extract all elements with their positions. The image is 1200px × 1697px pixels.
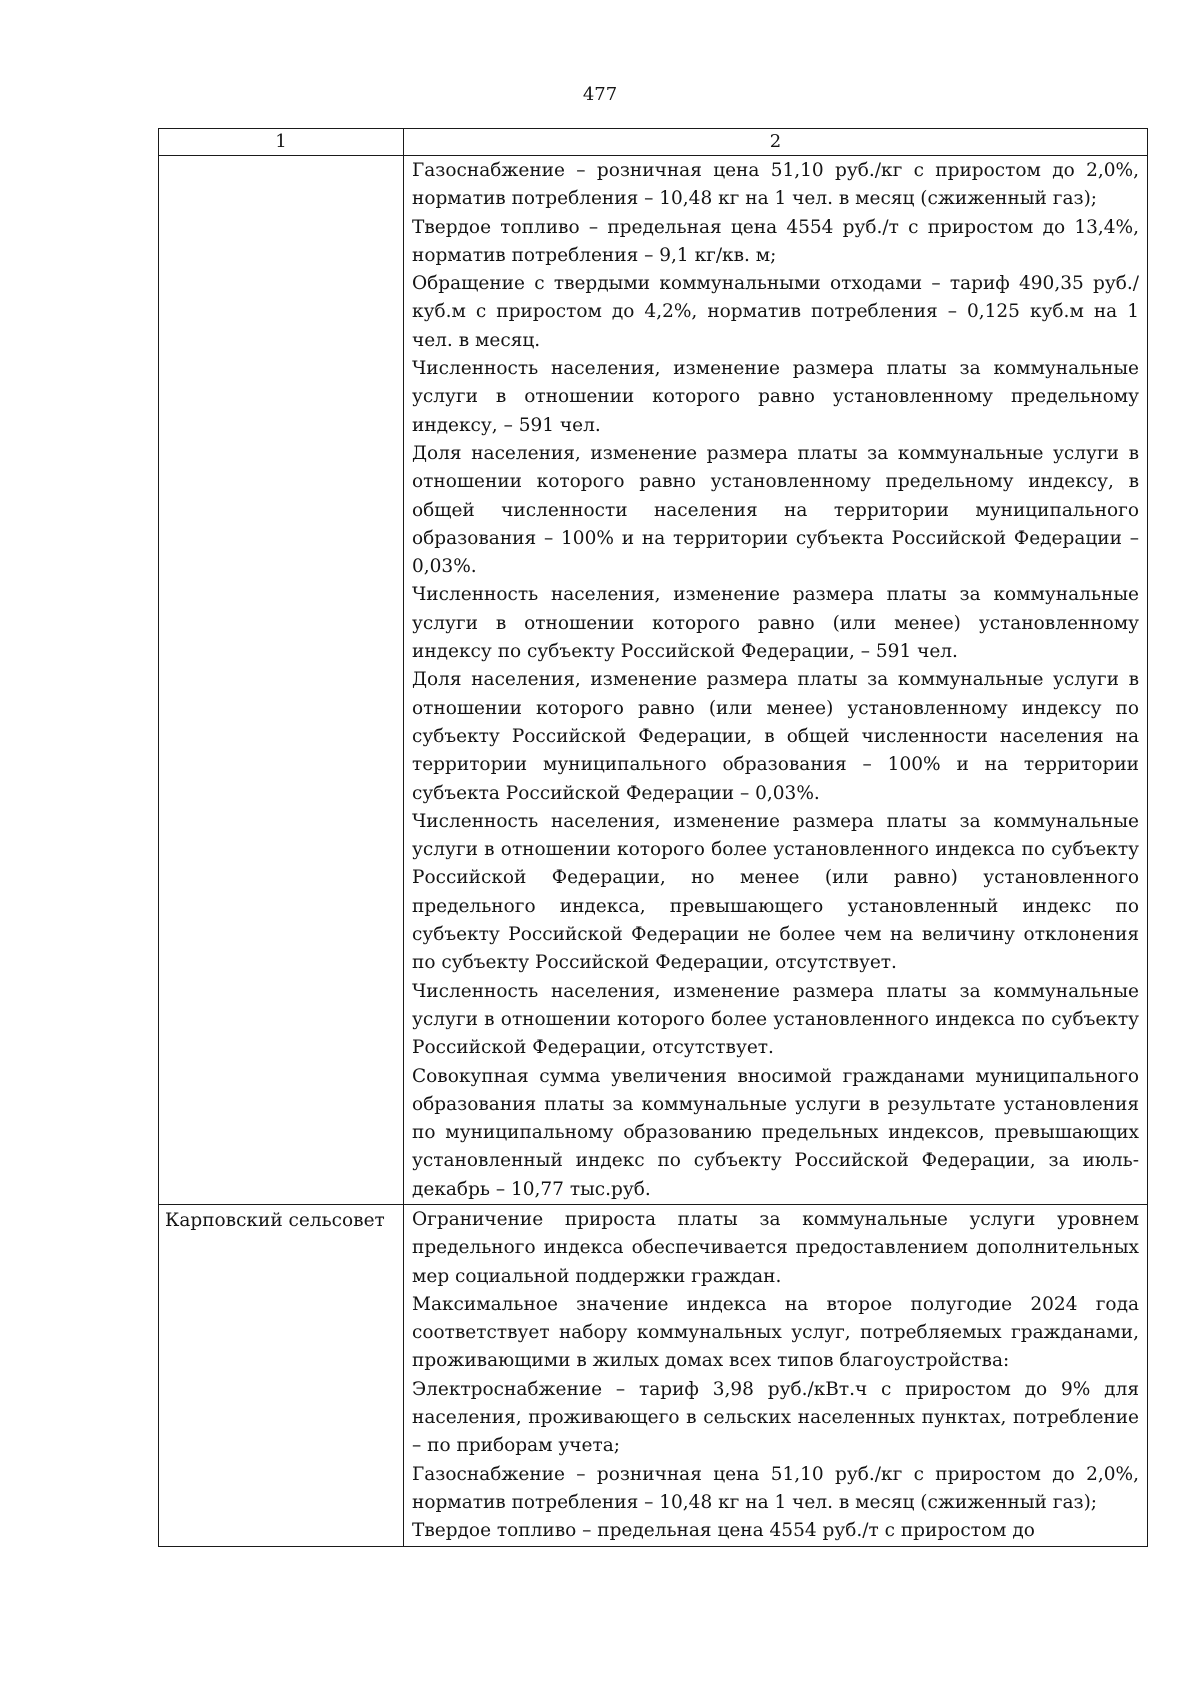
column-header-2: 2	[404, 129, 1148, 156]
table-row	[159, 1204, 1148, 1546]
page-number: 477	[582, 84, 618, 105]
table-header-row	[159, 129, 1148, 156]
paragraph: Численность населения, изменение размера платы за коммунальные услуги в отношении которого равно установленному предельному индексу, – 591 чел.	[412, 358, 1139, 436]
utility-tariff-table	[158, 128, 1148, 1547]
paragraph: Твердое топливо – предельная цена 4554 руб./т с приростом до	[412, 1520, 1035, 1542]
municipality-cell: Карповский сельсовет	[159, 1204, 404, 1546]
paragraph: Ограничение прироста платы за коммунальные услуги уровнем предельного индекса обеспечивается предоставлением дополнительных мер социальной поддержки граждан.	[412, 1208, 1139, 1287]
description-cell	[404, 1204, 1148, 1546]
municipality-cell	[159, 156, 404, 1205]
paragraph: Обращение с твердыми коммунальными отходами – тариф 490,35 руб./куб.м с приростом до 4,2%, норматив потребления – 0,125 куб.м на 1 чел. в месяц.	[412, 273, 1139, 351]
paragraph: Численность населения, изменение размера платы за коммунальные услуги в отношении которого более установленного индекса по субъекту Российской Федерации, но менее (или равно) установленного предельного индекса, превышающего установленный индекс по субъекту Российской Федерации не более чем на величину отклонения по субъекту Российской Федерации, отсутствует.	[412, 810, 1139, 974]
paragraph: Максимальное значение индекса на второе полугодие 2024 года соответствует набору коммунальных услуг, потребляемых гражданами, проживающими в жилых домах всех типов благоустройства:	[412, 1293, 1139, 1372]
paragraph: Численность населения, изменение размера платы за коммунальные услуги в отношении которого равно (или менее) установленному индексу по субъекту Российской Федерации, – 591 чел.	[412, 584, 1139, 663]
paragraph: Численность населения, изменение размера платы за коммунальные услуги в отношении которого более установленного индекса по субъекту Российской Федерации, отсутствует.	[412, 980, 1139, 1059]
paragraph: Твердое топливо – предельная цена 4554 руб./т с приростом до 13,4%, норматив потребления – 9,1 кг/кв. м;	[412, 216, 1139, 266]
paragraph: Доля населения, изменение размера платы за коммунальные услуги в отношении которого равно установленному предельному индексу, в общей численности населения на территории муниципального образования – 100% и на территории субъекта Российской Федерации – 0,03%.	[412, 442, 1139, 578]
description-cell	[404, 156, 1148, 1205]
paragraph: Доля населения, изменение размера платы за коммунальные услуги в отношении которого равно (или менее) установленному индексу по субъекту Российской Федерации, в общей численности населения на территории муниципального образования – 100% и на территории субъекта Российской Федерации – 0,03%.	[412, 669, 1139, 804]
table-row	[159, 156, 1148, 1205]
paragraph: Совокупная сумма увеличения вносимой гражданами муниципального образования платы за коммунальные услуги в результате установления по муниципальному образованию предельных индексов, превышающих установленный индекс по субъекту Российской Федерации, за июль-декабрь – 10,77 тыс.руб.	[412, 1065, 1139, 1200]
paragraph: Газоснабжение – розничная цена 51,10 руб./кг с приростом до 2,0%, норматив потребления – 10,48 кг на 1 чел. в месяц (сжиженный газ);	[412, 1463, 1139, 1513]
paragraph: Газоснабжение – розничная цена 51,10 руб./кг с приростом до 2,0%, норматив потребления – 10,48 кг на 1 чел. в месяц (сжиженный газ);	[412, 160, 1139, 210]
paragraph: Электроснабжение – тариф 3,98 руб./кВт.ч с приростом до 9% для населения, проживающего в сельских населенных пунктах, потребление – по приборам учета;	[412, 1378, 1139, 1457]
column-header-1: 1	[159, 129, 404, 156]
